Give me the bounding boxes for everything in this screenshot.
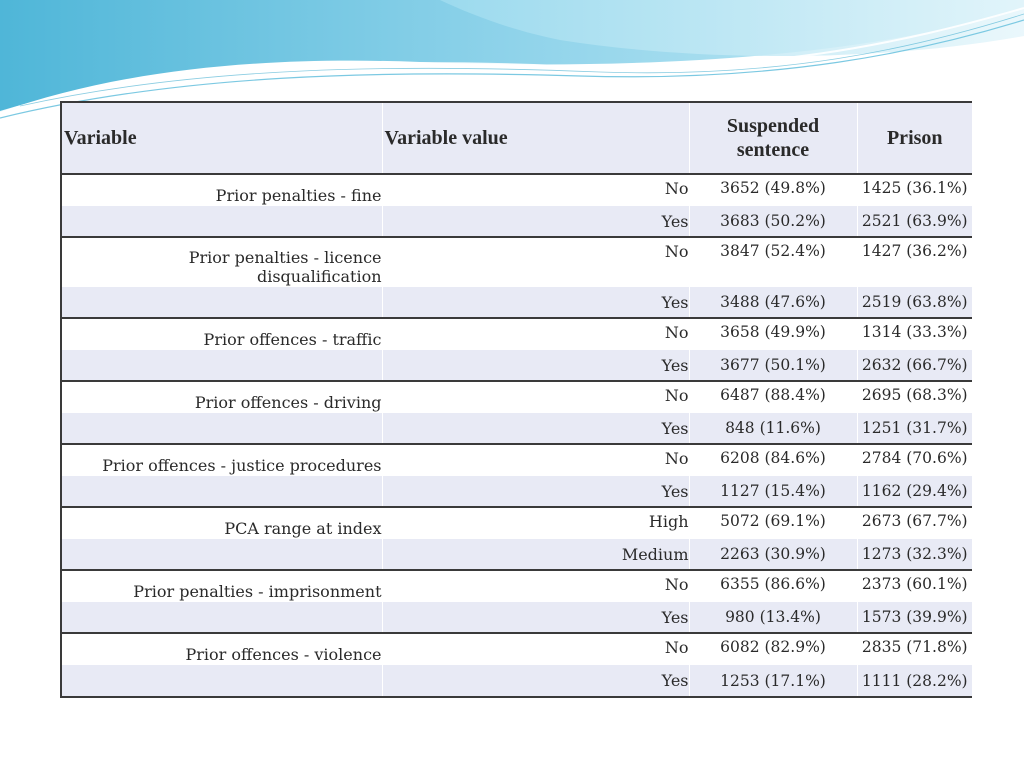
prison-cell: 1427 (36.2%) [857,237,972,287]
variable-empty-cell [62,350,382,382]
suspended-sentence-cell: 5072 (69.1%) [689,507,857,539]
variable-name-cell: Prior penalties - fine [62,174,382,206]
variable-name-cell: Prior offences - justice procedures [62,444,382,476]
table-row [62,237,972,287]
variable-empty-cell [62,476,382,508]
variable-value-cell: Yes [382,413,689,445]
table-row [62,174,972,206]
table-row [62,507,972,539]
prison-cell: 2784 (70.6%) [857,444,972,476]
variable-value-cell: No [382,444,689,476]
header-suspended-line2: sentence [736,139,810,161]
variable-value-cell: No [382,174,689,206]
suspended-sentence-cell: 1253 (17.1%) [689,665,857,697]
suspended-sentence-cell: 3677 (50.1%) [689,350,857,382]
variable-empty-cell [62,539,382,571]
variable-empty-cell [62,413,382,445]
variable-name-cell: Prior penalties - licence disqualification [62,237,382,287]
variable-value-cell: Yes [382,665,689,697]
prison-cell: 1273 (32.3%) [857,539,972,571]
suspended-sentence-cell: 3658 (49.9%) [689,318,857,350]
table-row [62,633,972,665]
variable-value-cell: No [382,318,689,350]
suspended-sentence-cell: 6208 (84.6%) [689,444,857,476]
variable-value-cell: Yes [382,602,689,634]
prison-cell: 2835 (71.8%) [857,633,972,665]
variable-value-cell: Yes [382,287,689,319]
variable-value-cell: No [382,237,689,287]
prison-cell: 1111 (28.2%) [857,665,972,697]
variable-name-cell: Prior offences - driving [62,381,382,413]
table-body [62,174,972,696]
suspended-sentence-cell: 848 (11.6%) [689,413,857,445]
table-row [62,570,972,602]
table-row [62,206,972,238]
prison-cell: 1314 (33.3%) [857,318,972,350]
header-prison: Prison [857,103,972,174]
prison-cell: 1425 (36.1%) [857,174,972,206]
results-table-container [60,101,972,698]
variable-name-cell: Prior penalties - imprisonment [62,570,382,602]
table-row [62,350,972,382]
table-row [62,381,972,413]
prison-cell: 2695 (68.3%) [857,381,972,413]
prison-cell: 2521 (63.9%) [857,206,972,238]
prison-cell: 2673 (67.7%) [857,507,972,539]
header-variable-value: Variable value [382,103,689,174]
variable-name-cell: Prior offences - traffic [62,318,382,350]
table-row [62,413,972,445]
suspended-sentence-cell: 1127 (15.4%) [689,476,857,508]
prison-cell: 1251 (31.7%) [857,413,972,445]
suspended-sentence-cell: 3652 (49.8%) [689,174,857,206]
variable-value-cell: Medium [382,539,689,571]
suspended-sentence-cell: 3683 (50.2%) [689,206,857,238]
suspended-sentence-cell: 3488 (47.6%) [689,287,857,319]
prison-cell: 2632 (66.7%) [857,350,972,382]
prison-cell: 1162 (29.4%) [857,476,972,508]
variable-name-cell: PCA range at index [62,507,382,539]
table-row [62,665,972,697]
variable-value-cell: Yes [382,476,689,508]
variable-value-cell: No [382,633,689,665]
suspended-sentence-cell: 2263 (30.9%) [689,539,857,571]
variable-value-cell: Yes [382,350,689,382]
variable-empty-cell [62,206,382,238]
suspended-sentence-cell: 6487 (88.4%) [689,381,857,413]
header-suspended-line1: Suspended [726,115,820,137]
table-row [62,476,972,508]
prison-cell: 1573 (39.9%) [857,602,972,634]
variable-empty-cell [62,287,382,319]
header-variable: Variable [62,103,382,174]
results-table [62,103,972,696]
table-row [62,602,972,634]
table-header-row [62,103,972,174]
suspended-sentence-cell: 980 (13.4%) [689,602,857,634]
variable-value-cell: No [382,381,689,413]
variable-value-cell: High [382,507,689,539]
suspended-sentence-cell: 3847 (52.4%) [689,237,857,287]
table-row [62,444,972,476]
variable-value-cell: Yes [382,206,689,238]
suspended-sentence-cell: 6082 (82.9%) [689,633,857,665]
prison-cell: 2373 (60.1%) [857,570,972,602]
table-row [62,287,972,319]
variable-name-cell: Prior offences - violence [62,633,382,665]
header-suspended-sentence [689,103,857,174]
table-row [62,318,972,350]
prison-cell: 2519 (63.8%) [857,287,972,319]
variable-empty-cell [62,665,382,697]
table-row [62,539,972,571]
variable-value-cell: No [382,570,689,602]
variable-empty-cell [62,602,382,634]
suspended-sentence-cell: 6355 (86.6%) [689,570,857,602]
